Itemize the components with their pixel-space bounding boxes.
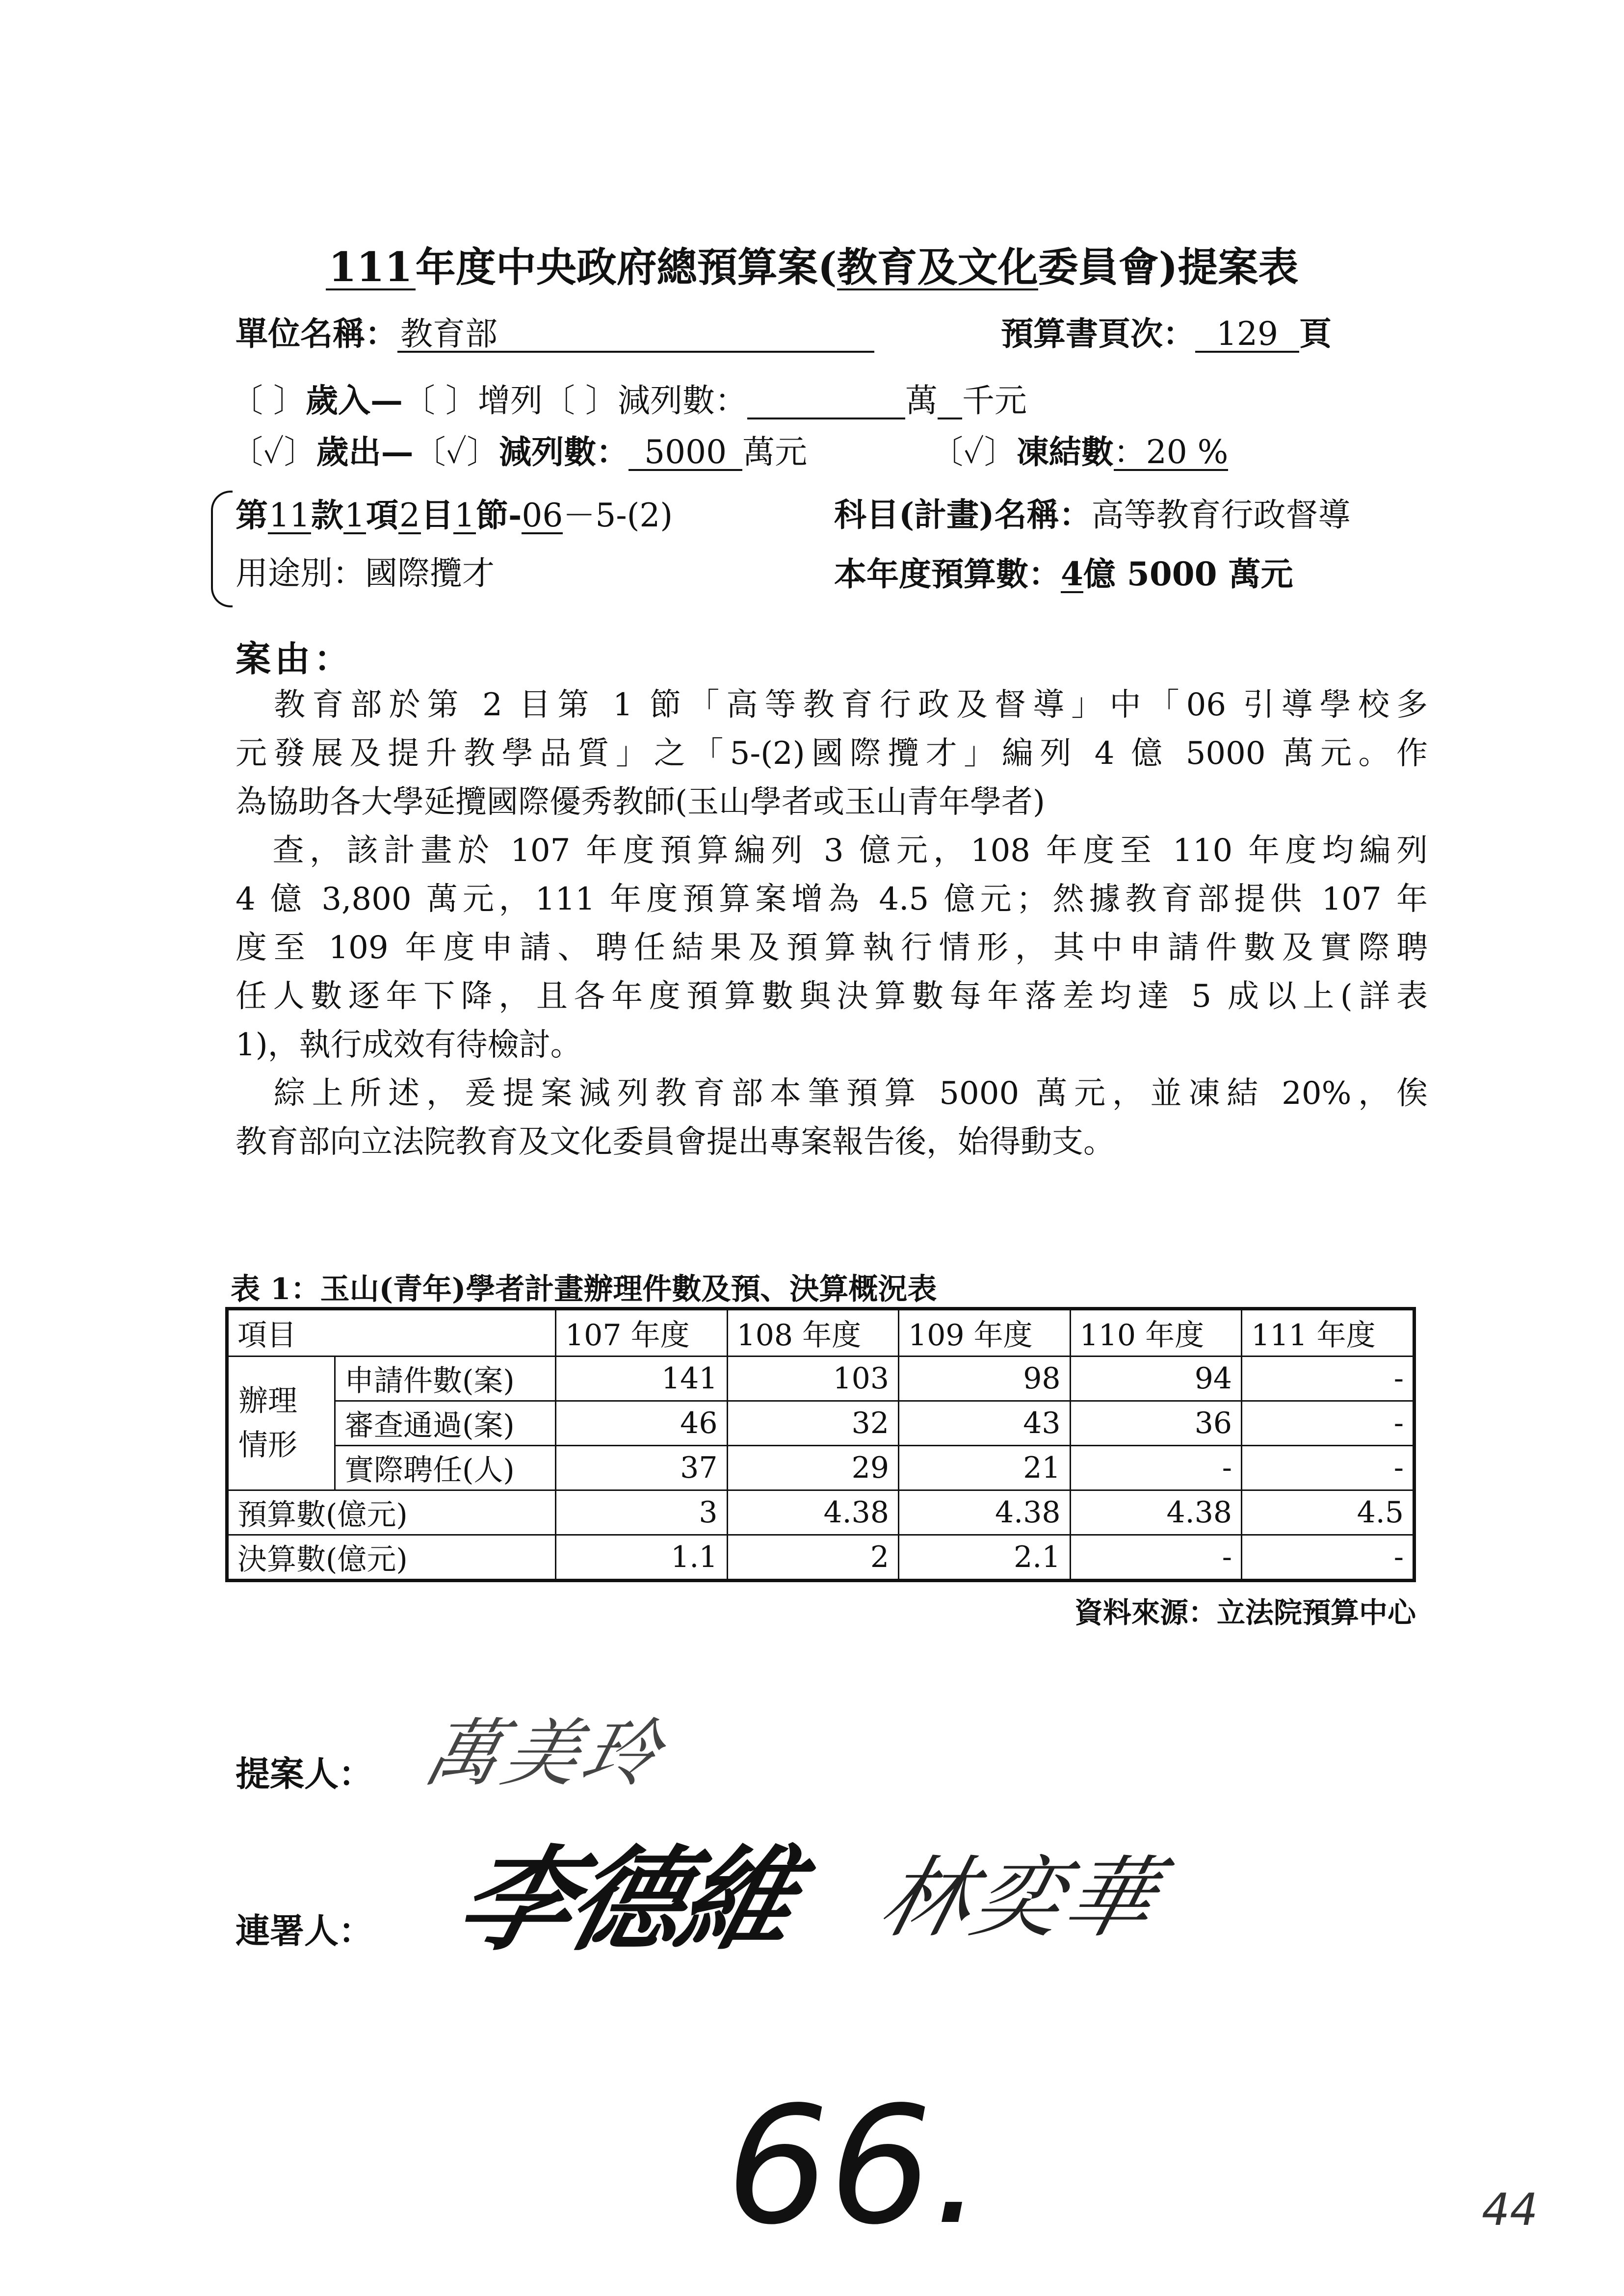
item-text: －5-(2) (563, 496, 673, 534)
row-label: 審查通過(案) (335, 1401, 556, 1446)
item-code: 06 (522, 496, 563, 534)
item-text: 節- (475, 496, 522, 534)
item-mu: 2 (399, 496, 420, 534)
table-cell: - (1242, 1357, 1414, 1401)
table-cell: 3 (556, 1490, 728, 1535)
subject-label: 科目(計畫)名稱： (834, 496, 1092, 534)
item-kuan: 11 (269, 496, 310, 534)
page-ref-row (1001, 314, 1332, 353)
table-cell: - (1242, 1401, 1414, 1446)
usage-label: 用途別：國際攬才 (236, 554, 495, 592)
title-text: 年度中央政府總預算案( (415, 244, 837, 291)
title-text-end: 委員會)提案表 (1038, 244, 1299, 291)
decrease-checkbox: 〔 〕 (542, 382, 618, 419)
item-text: 項 (366, 496, 398, 534)
row-label: 決算數(億元) (227, 1535, 556, 1581)
table-cell: - (1242, 1535, 1414, 1581)
table-cell: 2 (727, 1535, 899, 1581)
qian-label: 千元 (962, 382, 1027, 419)
title-year: 111 (326, 246, 416, 290)
table-cell: 4.38 (899, 1490, 1071, 1535)
unit-label: 單位名稱： (236, 314, 397, 353)
unit-name-row (236, 314, 874, 353)
group-label: 辦理情形 (227, 1357, 335, 1490)
table-cell: 46 (556, 1401, 728, 1446)
expense-decrease-amount: 5000 (629, 435, 742, 471)
expense-checkbox: 〔✓〕 (231, 433, 316, 471)
cosigner-signature-1: 李德維 (445, 1835, 808, 1966)
cosigner-label: 連署人： (236, 1910, 373, 1951)
paragraph-line: 教育部向立法院教育及文化委員會提出專案報告後，始得動支。 (236, 1124, 1115, 1160)
table-row (227, 1535, 1414, 1581)
item-text: 第 (236, 496, 268, 534)
paragraph-3 (236, 1070, 1428, 1167)
paragraph-line: 4 億 3,800 萬元，111 年度預算案增為 4.5 億元；然據教育部提供 107 年 (236, 881, 1428, 917)
wan-label: 萬 (905, 382, 938, 419)
table-cell: 4.38 (1070, 1490, 1242, 1535)
table-header: 111 年度 (1242, 1309, 1414, 1357)
table-cell: 2.1 (899, 1535, 1071, 1581)
paragraph-line: 為協助各大學延攬國際優秀教師(玉山學者或玉山青年學者) (236, 784, 1045, 820)
current-budget-label: 本年度預算數： (834, 555, 1061, 593)
subject-value: 高等教育行政督導 (1091, 496, 1351, 534)
freeze-value: ：20 % (1113, 433, 1229, 471)
table-source: 資料來源：立法院預算中心 (1074, 1596, 1416, 1629)
item-text: 目 (420, 496, 453, 534)
row-label: 預算數(億元) (227, 1490, 556, 1535)
paragraph-1 (236, 681, 1428, 827)
increase-label: 增列 (477, 382, 543, 419)
paragraph-line: 綜上所述，爰提案減列教育部本筆預算 5000 萬元，並凍結 20%，俟 (236, 1075, 1428, 1112)
revenue-row (231, 381, 1027, 419)
table-cell: 21 (899, 1446, 1071, 1490)
table-header: 109 年度 (899, 1309, 1071, 1357)
page-number: 44 (1482, 2184, 1538, 2236)
cosigner-signature-2: 林奕華 (870, 1847, 1170, 1950)
paragraph-line: 任人數逐年下降，且各年度預算數與決算數每年落差均達 5 成以上(詳表 (236, 978, 1428, 1015)
table-header: 項目 (227, 1309, 556, 1357)
table-header: 110 年度 (1070, 1309, 1242, 1357)
bracket-decoration (211, 491, 233, 607)
reason-heading: 案由： (236, 638, 354, 679)
row-label: 申請件數(案) (335, 1357, 556, 1401)
table-cell: - (1070, 1535, 1242, 1581)
item-xiang: 1 (344, 496, 365, 534)
table-cell: 4.5 (1242, 1490, 1414, 1535)
table-row (227, 1490, 1414, 1535)
table-row (227, 1401, 1414, 1446)
handwritten-number: 66. (726, 2072, 984, 2260)
table-cell: - (1070, 1446, 1242, 1490)
paragraph-line: 教育部於第 2 目第 1 節「高等教育行政及督導」中「06 引導學校多 (236, 687, 1428, 723)
paragraph-2 (236, 827, 1428, 1070)
table-cell: 29 (727, 1446, 899, 1490)
unit-value: 教育部 (397, 317, 874, 353)
expense-decrease-checkbox: 〔✓〕 (413, 433, 499, 471)
subject-row (834, 496, 1351, 534)
increase-checkbox: 〔 〕 (402, 382, 478, 419)
table-cell: 4.38 (727, 1490, 899, 1535)
freeze-label: 凍結數 (1016, 433, 1114, 471)
blank-amount-line (938, 384, 962, 419)
page-ref-suffix: 頁 (1299, 314, 1332, 353)
page-ref-label: 預算書頁次： (1001, 314, 1195, 353)
current-budget-rest: 億 5000 萬元 (1083, 555, 1293, 593)
title-committee: 教育及文化 (837, 244, 1038, 291)
current-budget-row (834, 557, 1293, 593)
table-cell: 94 (1070, 1357, 1242, 1401)
table-caption: 表 1：玉山(青年)學者計畫辦理件數及預、決算概況表 (231, 1272, 937, 1306)
item-jie: 1 (454, 496, 475, 534)
blank-amount-line (747, 384, 905, 419)
proposer-label: 提案人： (236, 1753, 373, 1794)
current-budget-yi: 4 (1061, 555, 1083, 593)
revenue-label: 歲入— (305, 381, 403, 419)
table-cell: 98 (899, 1357, 1071, 1401)
paragraph-line: 1)，執行成效有待檢討。 (236, 1027, 582, 1063)
expense-row (231, 435, 1228, 471)
table-cell: 1.1 (556, 1535, 728, 1581)
table-cell: - (1242, 1446, 1414, 1490)
expense-decrease-label: 減列數： (499, 433, 629, 471)
item-text: 款 (311, 496, 343, 534)
budget-item-row (236, 498, 673, 534)
proposer-signature: 萬美玲 (416, 1711, 673, 1797)
table-header: 107 年度 (556, 1309, 728, 1357)
table-cell: 36 (1070, 1401, 1242, 1446)
freeze-checkbox: 〔✓〕 (931, 433, 1017, 471)
table-cell: 141 (556, 1357, 728, 1401)
expense-label: 歲出— (316, 433, 414, 471)
table-cell: 32 (727, 1401, 899, 1446)
paragraph-line: 查，該計畫於 107 年度預算編列 3 億元，108 年度至 110 年度均編列 (236, 833, 1428, 869)
document-title (0, 235, 1624, 293)
paragraph-line: 度至 109 年度申請、聘任結果及預算執行情形，其中申請件數及實際聘 (236, 930, 1428, 966)
table-row (227, 1446, 1414, 1490)
decrease-label: 減列數： (617, 382, 747, 419)
table-cell: 103 (727, 1357, 899, 1401)
expense-amount-unit: 萬元 (742, 433, 808, 471)
row-label: 實際聘任(人) (335, 1446, 556, 1490)
revenue-checkbox: 〔 〕 (231, 382, 306, 419)
table-row (227, 1357, 1414, 1401)
budget-table (225, 1307, 1416, 1582)
page-ref-value: 129 (1195, 317, 1299, 353)
table-header-row (227, 1309, 1414, 1357)
table-cell: 37 (556, 1446, 728, 1490)
paragraph-line: 元發展及提升教學品質」之「5-(2)國際攬才」編列 4 億 5000 萬元。作 (236, 735, 1428, 772)
table-cell: 43 (899, 1401, 1071, 1446)
table-header: 108 年度 (727, 1309, 899, 1357)
